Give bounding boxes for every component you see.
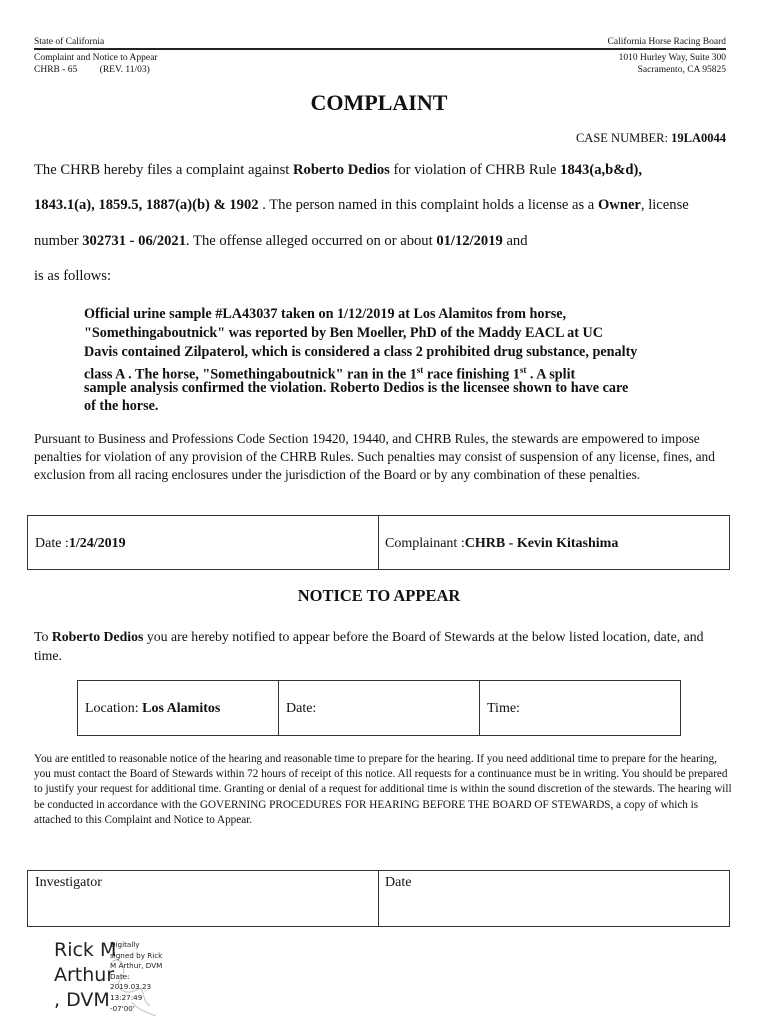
signature-detail: Digitally [110, 940, 140, 949]
signature-detail: -07'00' [110, 1003, 135, 1013]
case-number [576, 131, 726, 146]
hearing-time-label: Time: [487, 701, 520, 716]
investigator-date-label: Date [385, 875, 412, 890]
signature-details [110, 940, 162, 1014]
notice-text-part: To [34, 629, 52, 644]
hearing-date-label: Date: [286, 701, 317, 716]
complaint-line-1 [34, 162, 642, 179]
complaint-line-2 [34, 197, 689, 214]
signature-detail: Date: [110, 971, 130, 981]
notice-text [34, 627, 724, 665]
investigator-table [27, 870, 730, 927]
notice-rights-paragraph: You are entitled to reasonable notice of the hearing and reasonable time to prepare for the hearing. If you need additional time to prepare for the hearing, you must contact the Board of Stewards within 72 hours of receipt of this notice. All requests for a continuance must be in writing. You should be prepared to justify your request for additional time. Granting or denial of a request for additional time is within the sound discretion of the stewards. The hearing will be conducted in accordance with the GOVERNING PROCEDURES FOR HEARING BEFORE THE BOARD OF STEWARDS, a copy of which is attached to this Complaint and Notice to Appear. [34, 753, 732, 826]
charge-line-2: "Somethingaboutnick" was reported by Ben Moeller, PhD of the Maddy EACL at UC [84, 325, 604, 341]
hearing-table-divider [479, 681, 480, 735]
charge-text: race finishing 1 [423, 366, 520, 383]
complaint-text: . The person named in this complaint holds a license as a [258, 197, 598, 213]
complaint-text: for violation of CHRB Rule [389, 162, 561, 178]
digital-signature [54, 938, 194, 1020]
address-line-2: Sacramento, CA 95825 [637, 65, 726, 75]
signature-detail: M Arthur, DVM [110, 961, 163, 971]
board-address [619, 52, 726, 76]
complainant-value: CHRB - Kevin Kitashima [464, 536, 619, 551]
license-number: 302731 - 06/2021 [82, 233, 187, 249]
pursuant-paragraph: Pursuant to Business and Professions Code Section 19420, 19440, and CHRB Rules, the stewards are empowered to impose penalties for violation of any provision of the CHRB Rules. Such penalties may consist of suspension of any license, fines, and exclusion from all racing enclosures under the jurisdiction of the Board or by any combination of these penalties. [34, 431, 715, 482]
form-title: Complaint and Notice to Appear [34, 53, 158, 63]
charge-text: . A split [526, 366, 576, 383]
signer-name-line: Arthur [54, 964, 115, 986]
signer-name-line: , DVM [54, 989, 110, 1011]
complaint-text: , license [640, 197, 689, 213]
ordinal-suffix: st [416, 365, 424, 375]
filing-date [35, 536, 126, 552]
offense-date: 01/12/2019 [436, 233, 503, 249]
form-number [34, 64, 150, 76]
case-number-label: CASE NUMBER: [575, 131, 668, 145]
complaint-line-3 [34, 233, 528, 250]
investigator-label: Investigator [35, 875, 102, 890]
complaint-text: . The offense alleged occurred on or about [186, 233, 437, 249]
charge-line-5: sample analysis confirmed the violation. Roberto Dedios is the licensee shown to have care [84, 380, 629, 396]
rule-list: 1843.1(a), 1859.5, 1887(a)(b) & 1902 [34, 197, 259, 213]
hearing-table [77, 680, 681, 736]
case-number-value: 19LA0044 [671, 131, 726, 145]
filing-table-divider [378, 516, 379, 569]
notice-heading: NOTICE TO APPEAR [297, 586, 461, 605]
filing-date-value: 1/24/2019 [68, 536, 126, 551]
header-rule [34, 48, 726, 50]
notice-respondent-name: Roberto Dedios [51, 629, 144, 644]
notice-text-part: you are hereby notified to appear before the Board of Stewards at the below listed location, date, and time. [34, 629, 704, 663]
license-type: Owner [597, 197, 641, 213]
hearing-location-label: Location: [85, 701, 143, 716]
state-label: State of California [34, 37, 105, 47]
ordinal-suffix: st [519, 365, 527, 375]
signer-name [54, 938, 116, 1013]
complaint-text: The CHRB hereby files a complaint against [34, 162, 293, 178]
charge-line-6: of the horse. [84, 398, 159, 414]
complainant [385, 536, 618, 552]
signer-name-line: Rick M [54, 939, 117, 961]
hearing-table-divider [278, 681, 279, 735]
investigator-table-divider [378, 871, 379, 926]
board-name: California Horse Racing Board [607, 37, 726, 47]
signature-detail: 2019.03.23 [110, 982, 152, 992]
address-line-1: 1010 Hurley Way, Suite 300 [618, 53, 726, 63]
signature-detail: signed by Rick [110, 950, 163, 960]
page-title: COMPLAINT [310, 90, 448, 115]
filing-date-label: Date : [35, 536, 69, 551]
filing-table [27, 515, 730, 570]
hearing-location-value: Los Alamitos [142, 701, 221, 716]
form-revision: (REV. 11/03) [99, 65, 150, 75]
complaint-text: number [34, 233, 83, 249]
signature-detail: 13:27:49 [110, 992, 143, 1002]
charge-line-3: Davis contained Zilpaterol, which is considered a class 2 prohibited drug substance, penalty [84, 344, 638, 360]
charge-text: class A . The horse, "Somethingaboutnick" ran in the 1 [84, 366, 417, 383]
respondent-name: Roberto Dedios [292, 162, 390, 178]
complaint-line-4: is as follows: [34, 268, 112, 284]
charge-line-1: Official urine sample #LA43037 taken on 1/12/2019 at Los Alamitos from horse, [84, 306, 567, 322]
hearing-location [85, 701, 220, 717]
complainant-label: Complainant : [385, 536, 465, 551]
form-number-code: CHRB - 65 [34, 65, 78, 75]
complaint-text: and [502, 233, 528, 249]
rule-list: 1843(a,b&d), [560, 162, 643, 178]
